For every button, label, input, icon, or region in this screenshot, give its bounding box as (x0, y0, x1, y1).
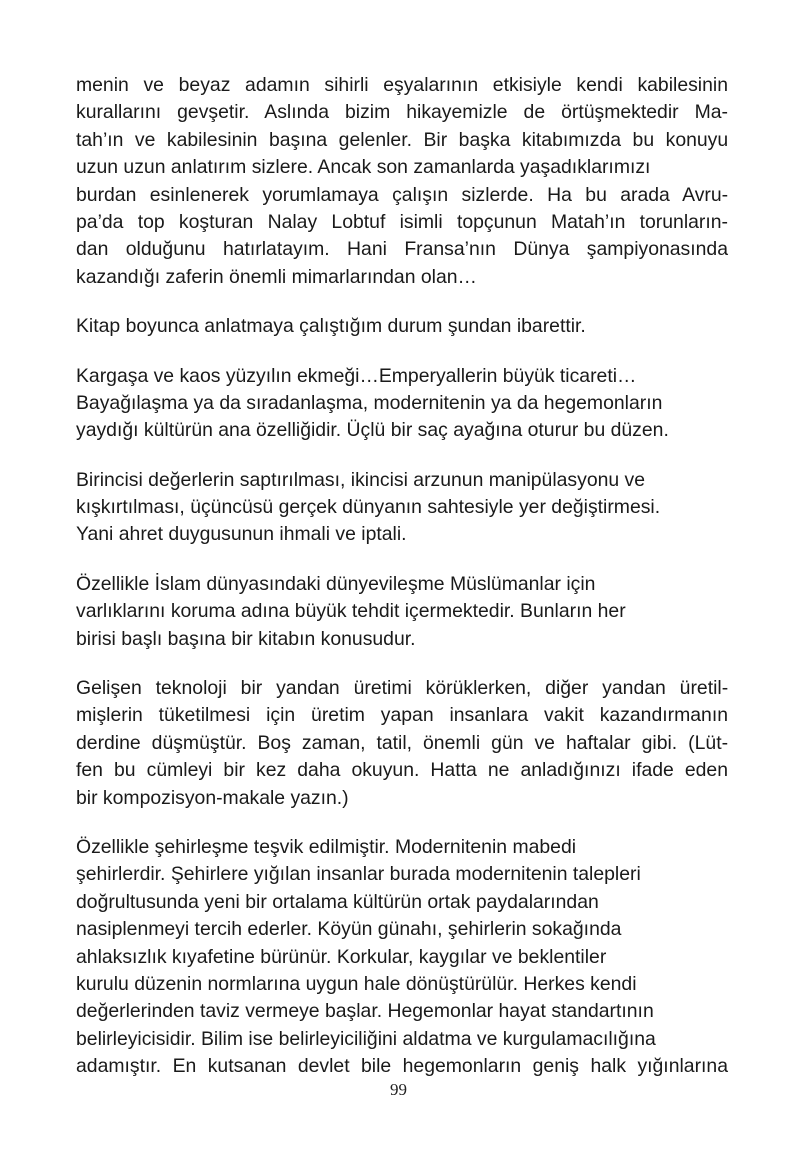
page-number: 99 (390, 1080, 407, 1099)
text-line: Birincisi değerlerin saptırılması, ikincisi arzunun manipülasyonu ve (76, 468, 646, 491)
text-line: mişlerin tüketilmesi için üretim yapan insanlara vakit kazandırmanın (76, 704, 728, 727)
text-line: şehirlerdir. Şehirlere yığılan insanlar burada modernitenin talepleri (76, 863, 641, 886)
text-line: birisi başlı başına bir kitabın konusudur. (76, 627, 416, 650)
paragraph (76, 467, 728, 549)
text-line: uzun uzun anlatırım sizlere. Ancak son zamanlarda yaşadıklarımızı (76, 156, 651, 179)
text-line: Gelişen teknoloji bir yandan üretimi körüklerken, diğer yandan üretil- (76, 677, 729, 700)
text-line: bir kompozisyon-makale yazın.) (76, 786, 349, 809)
text-line: Kargaşa ve kaos yüzyılın ekmeği…Emperyallerin büyük ticareti… (76, 364, 637, 387)
text-line: yaydığı kültürün ana özelliğidir. Üçlü bir saç ayağına oturur bu düzen. (76, 419, 669, 442)
paragraph (76, 313, 728, 340)
text-line: nasiplenmeyi tercih ederler. Köyün günahı, şehirlerin sokağında (76, 918, 622, 941)
text-line: kurallarını gevşetir. Aslında bizim hikayemizle de örtüşmektedir Ma- (76, 101, 728, 124)
text-line: Bayağılaşma ya da sıradanlaşma, modernitenin ya da hegemonların (76, 391, 663, 414)
paragraph (76, 72, 728, 291)
text-line: burdan esinlenerek yorumlamaya çalışın sizlerde. Ha bu arada Avru- (76, 183, 729, 206)
text-line: tah’ın ve kabilesinin başına gelenler. Bir başka kitabımızda bu konuyu (76, 128, 729, 151)
paragraph (76, 363, 728, 445)
text-line: Özellikle şehirleşme teşvik edilmiştir. Modernitenin mabedi (76, 835, 577, 858)
paragraph (76, 571, 728, 653)
paragraph (76, 675, 728, 812)
text-line: Özellikle İslam dünyasındaki dünyevileşme Müslümanlar için (76, 572, 596, 595)
paragraph (76, 834, 728, 1081)
text-line: pa’da top koşturan Nalay Lobtuf isimli topçunun Matah’ın torunların- (76, 210, 729, 233)
text-line: kurulu düzenin normlarına uygun hale dönüştürülür. Herkes kendi (76, 972, 637, 995)
text-line: doğrultusunda yeni bir ortalama kültürün ortak paydalarından (76, 890, 599, 913)
page-body (76, 72, 728, 1103)
text-line: kışkırtılması, üçüncüsü gerçek dünyanın sahtesiyle yer değiştirmesi. (76, 496, 661, 519)
text-line: derdine düşmüştür. Boş zaman, tatil, önemli gün ve haftalar gibi. (Lüt- (76, 731, 729, 754)
text-line: adamıştır. En kutsanan devlet bile hegemonların geniş halk yığınlarına (76, 1055, 728, 1078)
text-line: Kitap boyunca anlatmaya çalıştığım durum şundan ibarettir. (76, 315, 586, 338)
text-line: varlıklarını koruma adına büyük tehdit içermektedir. Bunların her (76, 600, 626, 623)
text-line: belirleyicisidir. Bilim ise belirleyiciliğini aldatma ve kurgulamacılığına (76, 1027, 656, 1050)
text-line: değerlerinden taviz vermeye başlar. Hegemonlar hayat standartının (76, 1000, 654, 1023)
text-line: dan olduğunu hatırlatayım. Hani Fransa’nın Dünya şampiyonasında (76, 238, 728, 261)
text-line: ahlaksızlık kıyafetine bürünür. Korkular, kaygılar ve beklentiler (76, 945, 607, 968)
text-line: fen bu cümleyi bir kez daha okuyun. Hatta ne anladığınızı ifade eden (76, 759, 728, 782)
text-line: Yani ahret duygusunun ihmali ve iptali. (76, 523, 407, 546)
text-line: menin ve beyaz adamın sihirli eşyalarının etkisiyle kendi kabilesinin (76, 74, 728, 96)
text-line: kazandığı zaferin önemli mimarlarından olan… (76, 265, 477, 288)
